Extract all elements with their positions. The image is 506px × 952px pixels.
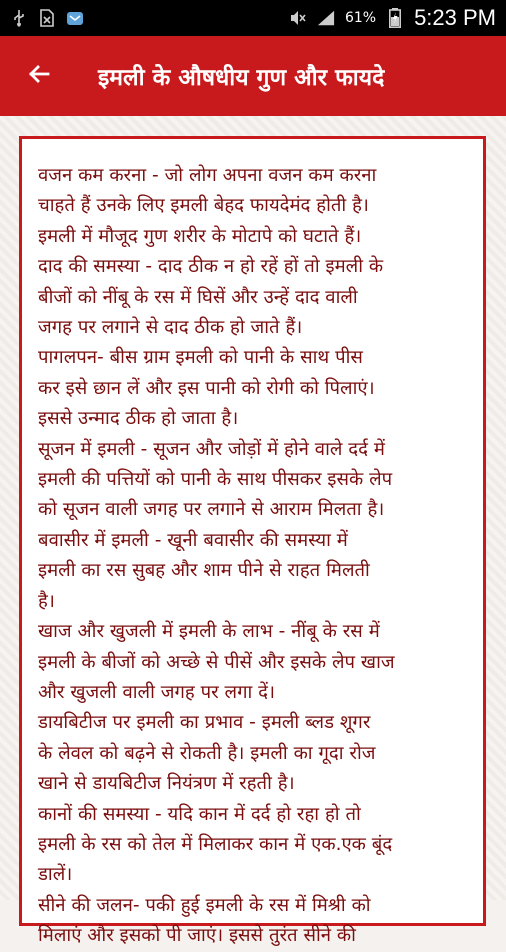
article-text [22, 139, 483, 952]
article-line: कर इसे छान लें और इस पानी को रोगी को पिलाएं। [38, 377, 375, 399]
status-bar [0, 0, 506, 36]
email-notification-icon [66, 9, 84, 27]
arrow-left-icon [27, 62, 51, 90]
article-line: कानों की समस्या - यदि कान में दर्द हो रहा हो तो [38, 803, 361, 825]
article-line: इमली के बीजों को अच्छे से पीसें और इसके लेप खाज [38, 651, 395, 673]
article-line: इमली में मौजूद गुण शरीर के मोटापे को घटाते हैं। [38, 225, 362, 247]
sim-card-icon [38, 9, 56, 27]
article-line: सीने की जलन- पकी हुई इमली के रस में मिश्री को [38, 894, 371, 916]
article-line: बवासीर में इमली - खूनी बवासीर की समस्या में [38, 529, 348, 551]
article-line: को सूजन वाली जगह पर लगाने से आराम मिलता है। [38, 499, 385, 521]
article-line: इमली की पत्तियों को पानी के साथ पीसकर इसके लेप [38, 469, 393, 491]
status-bar-right [289, 5, 496, 31]
battery-charging-icon [386, 9, 404, 27]
article-line: सूजन में इमली - सूजन और जोड़ों में होने वाले दर्द में [38, 438, 385, 460]
article-line: डायबिटीज पर इमली का प्रभाव - इमली ब्लड शूगर [38, 712, 371, 734]
article-card[interactable] [19, 136, 486, 947]
article-line: जगह पर लगाने से दाद ठीक हो जाते हैं। [38, 317, 303, 339]
article-line: दाद की समस्या - दाद ठीक न हो रहें हों तो इमली के [38, 256, 384, 278]
article-line: मिलाएं और इसको पी जाएं। इससे तुरंत सीने की [38, 925, 356, 947]
mute-icon [289, 9, 307, 27]
article-line: बीजों को नींबू के रस में घिसें और उन्हें दाद वाली [38, 286, 358, 308]
article-line: चाहते हैं उनके लिए इमली बेहद फायदेमंद होती है। [38, 195, 369, 217]
battery-percent: 61% [344, 10, 377, 26]
article-line: डालें। [38, 864, 73, 886]
article-line: खाज और खुजली में इमली के लाभ - नींबू के रस में [38, 621, 380, 643]
usb-icon [10, 9, 28, 27]
article-line: खाने से डायबिटीज नियंत्रण में रहती है। [38, 773, 295, 795]
page-title: इमली के औषधीय गुण और फायदे [98, 65, 385, 91]
article-line: पागलपन- बीस ग्राम इमली को पानी के साथ पीस [38, 347, 363, 369]
article-line: है। [38, 590, 55, 612]
status-bar-left [10, 9, 84, 27]
app-bar [0, 36, 506, 116]
signal-icon [317, 9, 335, 27]
article-line: और खुजली वाली जगह पर लगा दें। [38, 681, 276, 703]
status-time: 5:23 PM [414, 5, 496, 30]
back-button[interactable] [0, 36, 78, 116]
article-line: वजन कम करना - जो लोग अपना वजन कम करना [38, 165, 377, 186]
article-line: के लेवल को बढ़ने से रोकती है। इमली का गूदा रोज [38, 742, 376, 764]
article-line: इमली का रस सुबह और शाम पीने से राहत मिलती [38, 560, 370, 582]
article-line: इससे उन्माद ठीक हो जाता है। [38, 408, 239, 430]
article-line: इमली के रस को तेल में मिलाकर कान में एक.एक बूंद [38, 833, 393, 855]
